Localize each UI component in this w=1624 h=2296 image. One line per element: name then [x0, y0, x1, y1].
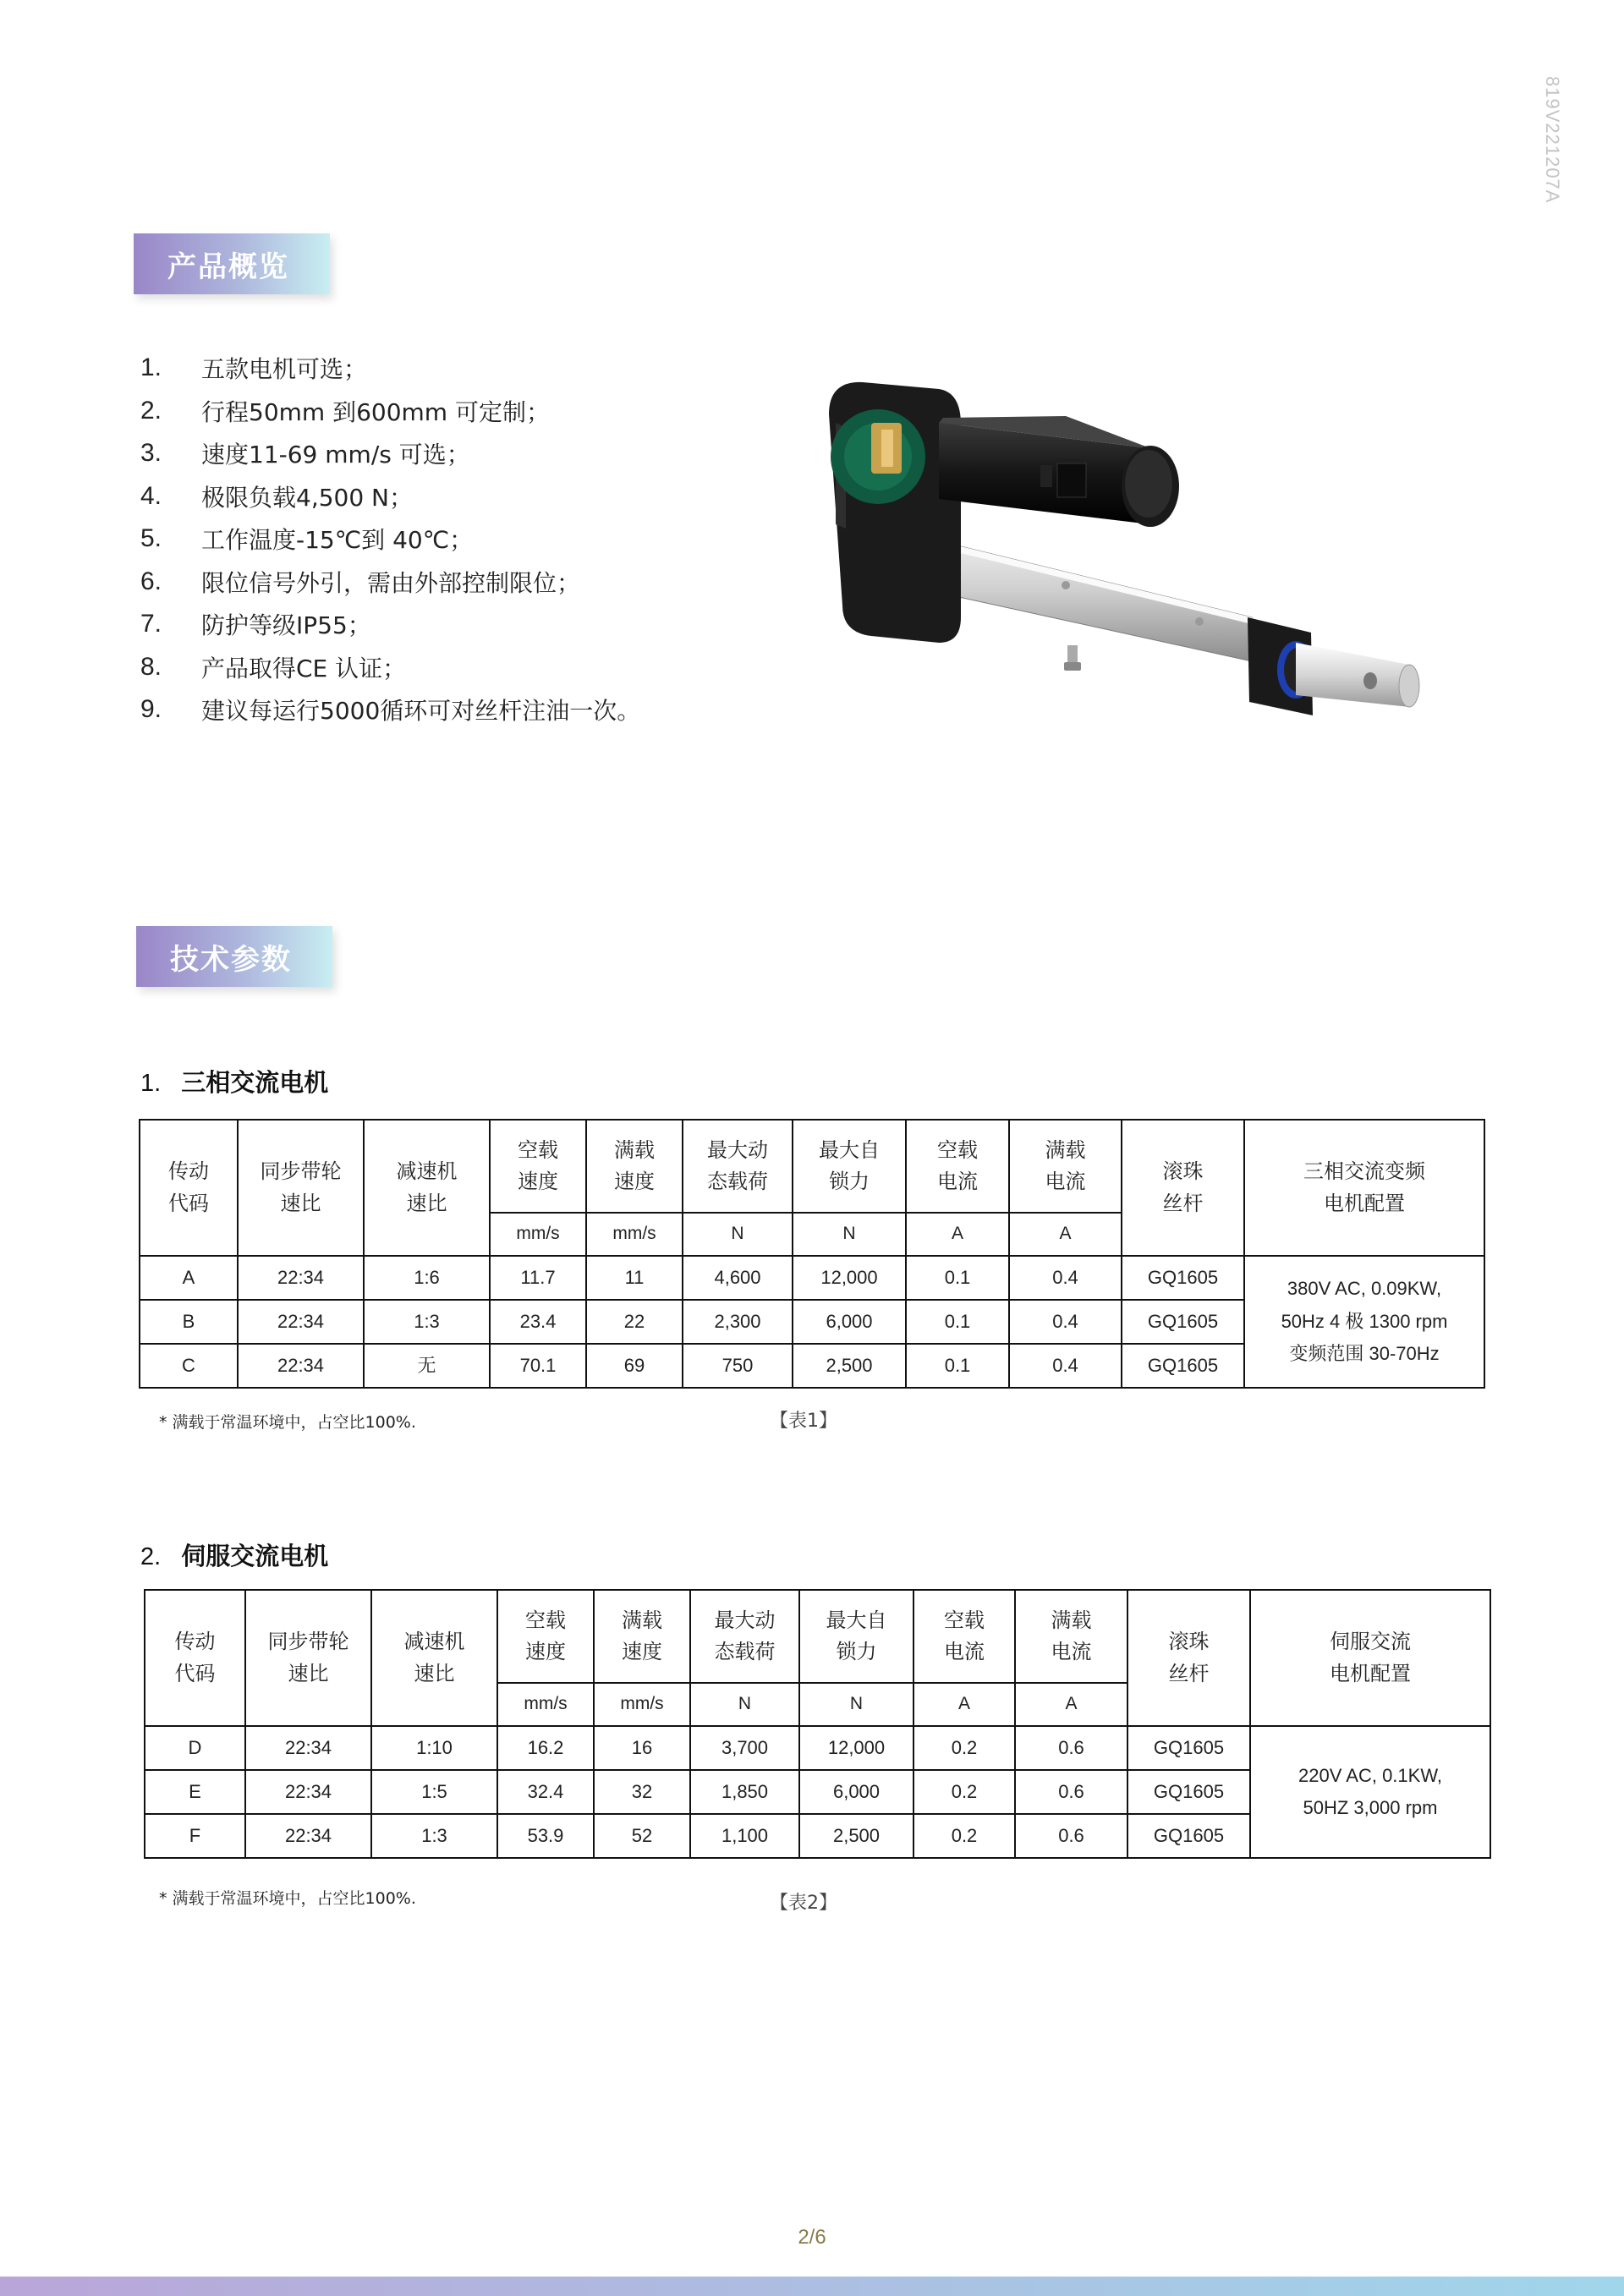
header-cell: 空载 速度: [490, 1120, 586, 1213]
header-cell: 减速机 速比: [371, 1590, 497, 1726]
table-cell: D: [145, 1726, 245, 1770]
unit-cell: A: [906, 1213, 1009, 1256]
header-cell: 减速机 速比: [364, 1120, 490, 1256]
table-cell: 32.4: [497, 1770, 594, 1814]
unit-cell: mm/s: [490, 1213, 586, 1256]
table-cell: 11.7: [490, 1256, 586, 1300]
table-cell: 70.1: [490, 1344, 586, 1388]
table-cell: 0.1: [906, 1300, 1009, 1344]
table-cell: 52: [594, 1814, 690, 1858]
feature-item: [140, 561, 640, 604]
unit-cell: N: [690, 1683, 799, 1726]
table-cell: 0.4: [1009, 1256, 1122, 1300]
feature-item: [140, 390, 640, 433]
unit-cell: N: [683, 1213, 793, 1256]
table-header-row: [140, 1120, 1484, 1213]
footer-gradient-bar: [0, 2277, 1624, 2296]
unit-cell: A: [1015, 1683, 1127, 1726]
header-cell: 传动 代码: [145, 1590, 245, 1726]
header-cell: 最大动 态载荷: [690, 1590, 799, 1683]
feature-item: [140, 518, 640, 561]
header-cell: 空载 电流: [914, 1590, 1015, 1683]
table-cell: 23.4: [490, 1300, 586, 1344]
table1-title: [140, 1064, 328, 1099]
feature-text: 行程50mm 到600mm 可定制；: [201, 397, 550, 426]
table-cell: 11: [586, 1256, 683, 1300]
header-cell: 滚珠 丝杆: [1122, 1120, 1244, 1256]
unit-cell: A: [914, 1683, 1015, 1726]
table-cell: 12,000: [799, 1726, 914, 1770]
feature-text: 极限负载4,500 N；: [201, 483, 414, 512]
table-cell: 0.6: [1015, 1726, 1127, 1770]
table2-number: 2.: [140, 1543, 162, 1570]
header-cell: 最大自 锁力: [793, 1120, 906, 1213]
table-cell: 22:34: [238, 1300, 364, 1344]
feature-text: 限位信号外引，需由外部控制限位；: [201, 568, 581, 597]
feature-item: [140, 475, 640, 518]
feature-list: [140, 347, 640, 732]
table-cell: E: [145, 1770, 245, 1814]
table1-note: * 满载于常温环境中，占空比100%.: [159, 1413, 416, 1432]
section-tag-tech-params: 技术参数: [136, 926, 332, 987]
table-cell: 0.6: [1015, 1814, 1127, 1858]
table-cell: 2,500: [793, 1344, 906, 1388]
table-cell: GQ1605: [1122, 1256, 1244, 1300]
feature-number: 5.: [140, 524, 162, 553]
motor-config-cell: 220V AC, 0.1KW, 50HZ 3,000 rpm: [1250, 1726, 1490, 1858]
table-cell: 750: [683, 1344, 793, 1388]
table1-title-text: 三相交流电机: [181, 1068, 329, 1097]
feature-number: 1.: [140, 353, 162, 382]
header-cell: 空载 电流: [906, 1120, 1009, 1213]
table-cell: 53.9: [497, 1814, 594, 1858]
table-cell: 22:34: [238, 1256, 364, 1300]
table-cell: GQ1605: [1122, 1344, 1244, 1388]
feature-text: 速度11-69 mm/s 可选；: [201, 441, 470, 469]
table-cell: 16: [594, 1726, 690, 1770]
spec-table-three-phase: [139, 1119, 1485, 1389]
table-cell: GQ1605: [1122, 1300, 1244, 1344]
linear-actuator-image: [812, 364, 1421, 736]
table-cell: 16.2: [497, 1726, 594, 1770]
feature-number: 3.: [140, 439, 162, 468]
header-cell: 伺服交流 电机配置: [1250, 1590, 1490, 1726]
spec-table-servo: [144, 1589, 1491, 1859]
table-cell: 0.4: [1009, 1300, 1122, 1344]
unit-cell: mm/s: [594, 1683, 690, 1726]
table-cell: 6,000: [793, 1300, 906, 1344]
feature-text: 建议每运行5000循环可对丝杆注油一次。: [201, 697, 641, 726]
header-cell: 同步带轮 速比: [238, 1120, 364, 1256]
feature-number: 8.: [140, 652, 162, 681]
table-cell: 22:34: [245, 1814, 371, 1858]
table-row: [140, 1256, 1484, 1300]
table-cell: 1,100: [690, 1814, 799, 1858]
header-cell: 空载 速度: [497, 1590, 594, 1683]
table-cell: 4,600: [683, 1256, 793, 1300]
table-cell: 0.2: [914, 1770, 1015, 1814]
header-cell: 传动 代码: [140, 1120, 238, 1256]
feature-number: 7.: [140, 610, 162, 638]
table-cell: 1:3: [371, 1814, 497, 1858]
unit-cell: A: [1009, 1213, 1122, 1256]
table-cell: 69: [586, 1344, 683, 1388]
table-header-row: [145, 1590, 1490, 1683]
table-cell: 1:6: [364, 1256, 490, 1300]
table-cell: 1:3: [364, 1300, 490, 1344]
feature-number: 2.: [140, 396, 162, 425]
feature-text: 五款电机可选；: [201, 355, 368, 384]
header-cell: 满载 速度: [586, 1120, 683, 1213]
header-cell: 同步带轮 速比: [245, 1590, 371, 1726]
feature-item: [140, 603, 640, 646]
section-tag-overview: 产品概览: [134, 233, 330, 294]
feature-text: 产品取得CE 认证；: [201, 654, 407, 682]
table-cell: 1:5: [371, 1770, 497, 1814]
table-cell: 2,500: [799, 1814, 914, 1858]
feature-text: 防护等级IP55；: [201, 611, 371, 640]
feature-item: [140, 688, 640, 732]
header-cell: 满载 电流: [1009, 1120, 1122, 1213]
feature-number: 4.: [140, 481, 162, 510]
feature-item: [140, 347, 640, 390]
table2-title: [140, 1537, 328, 1572]
unit-cell: mm/s: [497, 1683, 594, 1726]
table-cell: 22:34: [245, 1770, 371, 1814]
table-cell: 1:10: [371, 1726, 497, 1770]
table-cell: 3,700: [690, 1726, 799, 1770]
table-row: [145, 1726, 1490, 1770]
table-cell: 0.1: [906, 1256, 1009, 1300]
table1-caption: 【表1】: [770, 1411, 837, 1432]
table-cell: 22:34: [245, 1726, 371, 1770]
table-cell: 2,300: [683, 1300, 793, 1344]
feature-text: 工作温度-15℃到 40℃；: [201, 526, 474, 555]
table-cell: 0.2: [914, 1726, 1015, 1770]
unit-cell: N: [799, 1683, 914, 1726]
table-cell: 32: [594, 1770, 690, 1814]
table1-number: 1.: [140, 1070, 162, 1097]
feature-number: 6.: [140, 567, 162, 595]
table-cell: 0.6: [1015, 1770, 1127, 1814]
feature-number: 9.: [140, 695, 162, 724]
table-cell: F: [145, 1814, 245, 1858]
table2-note: * 满载于常温环境中，占空比100%.: [159, 1889, 416, 1908]
header-cell: 最大动 态载荷: [683, 1120, 793, 1213]
feature-item: [140, 646, 640, 689]
table-cell: 6,000: [799, 1770, 914, 1814]
table-cell: 0.2: [914, 1814, 1015, 1858]
table-cell: 22:34: [238, 1344, 364, 1388]
table-cell: 0.4: [1009, 1344, 1122, 1388]
table-cell: 12,000: [793, 1256, 906, 1300]
table2-title-text: 伺服交流电机: [181, 1542, 329, 1570]
header-cell: 满载 速度: [594, 1590, 690, 1683]
header-cell: 满载 电流: [1015, 1590, 1127, 1683]
header-cell: 滚珠 丝杆: [1127, 1590, 1250, 1726]
table-cell: 22: [586, 1300, 683, 1344]
table-cell: A: [140, 1256, 238, 1300]
table-cell: GQ1605: [1127, 1814, 1250, 1858]
table-cell: GQ1605: [1127, 1770, 1250, 1814]
motor-config-cell: 380V AC, 0.09KW, 50Hz 4 极 1300 rpm 变频范围 30-70Hz: [1244, 1256, 1484, 1388]
table-cell: 无: [364, 1344, 490, 1388]
table-cell: 0.1: [906, 1344, 1009, 1388]
table-cell: GQ1605: [1127, 1726, 1250, 1770]
table-cell: C: [140, 1344, 238, 1388]
document-code: 819V221207A: [1542, 76, 1563, 204]
table-cell: 1,850: [690, 1770, 799, 1814]
table2-caption: 【表2】: [770, 1893, 837, 1914]
feature-item: [140, 432, 640, 475]
unit-cell: N: [793, 1213, 906, 1256]
header-cell: 三相交流变频 电机配置: [1244, 1120, 1484, 1256]
table-cell: B: [140, 1300, 238, 1344]
page-number: 2/6: [798, 2226, 826, 2249]
unit-cell: mm/s: [586, 1213, 683, 1256]
header-cell: 最大自 锁力: [799, 1590, 914, 1683]
